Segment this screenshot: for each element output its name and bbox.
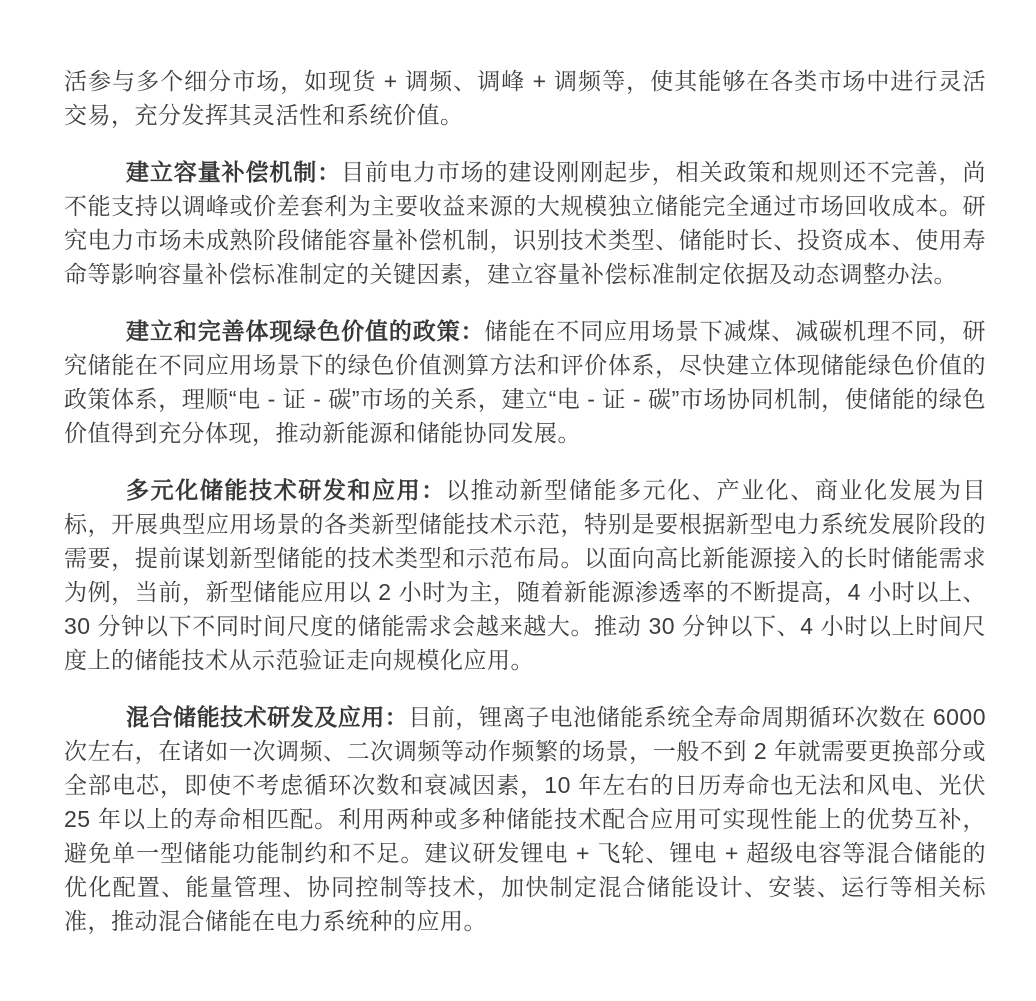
paragraph-text: 以推动新型储能多元化、产业化、商业化发展为目标，开展典型应用场景的各类新型储能技术示范，特别是要根据新型电力系统发展阶段的需要，提前谋划新型储能的技术类型和示范布局。以面向高比新能源接入的长时储能需求为例，当前，新型储能应用以 2 小时为主，随着新能源渗透率的不断提高，4 小时以上、30 分钟以下不同时间尺度的储能需求会越来越大。推动 30 分钟以下、4 小时以上时间尺度上的储能技术从示范验证走向规模化应用。 xyxy=(64,477,987,673)
paragraph-text: 储能在不同应用场景下减煤、减碳机理不同，研究储能在不同应用场景下的绿色价值测算方法和评价体系，尽快建立体现储能绿色价值的政策体系，理顺“电 - 证 - 碳”市场的关系，建立“电 - 证 - 碳”市场协同机制，使储能的绿色价值得到充分体现，推动新能源和储能协同发展。 xyxy=(64,318,987,446)
paragraph-text: 活参与多个细分市场，如现货 + 调频、调峰 + 调频等，使其能够在各类市场中进行灵活交易，充分发挥其灵活性和系统价值。 xyxy=(64,68,986,128)
paragraph-hybrid-storage-tech xyxy=(64,700,986,938)
paragraph-diversified-storage-tech xyxy=(64,473,986,677)
paragraph-lead: 混合储能技术研发及应用： xyxy=(126,704,409,730)
paragraph-text: 目前电力市场的建设刚刚起步，相关政策和规则还不完善，尚不能支持以调峰或价差套利为主要收益来源的大规模独立储能完全通过市场回收成本。研究电力市场未成熟阶段储能容量补偿机制，识别技术类型、储能时长、投资成本、使用寿命等影响容量补偿标准制定的关键因素，建立容量补偿标准制定依据及动态调整办法。 xyxy=(64,159,987,287)
paragraph-market-participation xyxy=(64,64,986,132)
paragraph-lead: 建立和完善体现绿色价值的政策： xyxy=(126,318,485,344)
paragraph-lead: 建立容量补偿机制： xyxy=(126,159,342,185)
paragraph-green-value-policy xyxy=(64,314,986,450)
paragraph-lead: 多元化储能技术研发和应用： xyxy=(126,477,446,503)
paragraph-capacity-compensation xyxy=(64,155,986,291)
paragraph-text: 目前，锂离子电池储能系统全寿命周期循环次数在 6000 次左右，在诸如一次调频、二次调频等动作频繁的场景，一般不到 2 年就需要更换部分或全部电芯，即使不考虑循环次数和衰减因素，10 年左右的日历寿命也无法和风电、光伏 25 年以上的寿命相匹配。利用两种或多种储能技术配合应用可实现性能上的优势互补，避免单一型储能功能制约和不足。建议研发锂电 + 飞轮、锂电 + 超级电容等混合储能的优化配置、能量管理、协同控制等技术，加快制定混合储能设计、安装、运行等相关标准，推动混合储能在电力系统种的应用。 xyxy=(64,704,987,934)
